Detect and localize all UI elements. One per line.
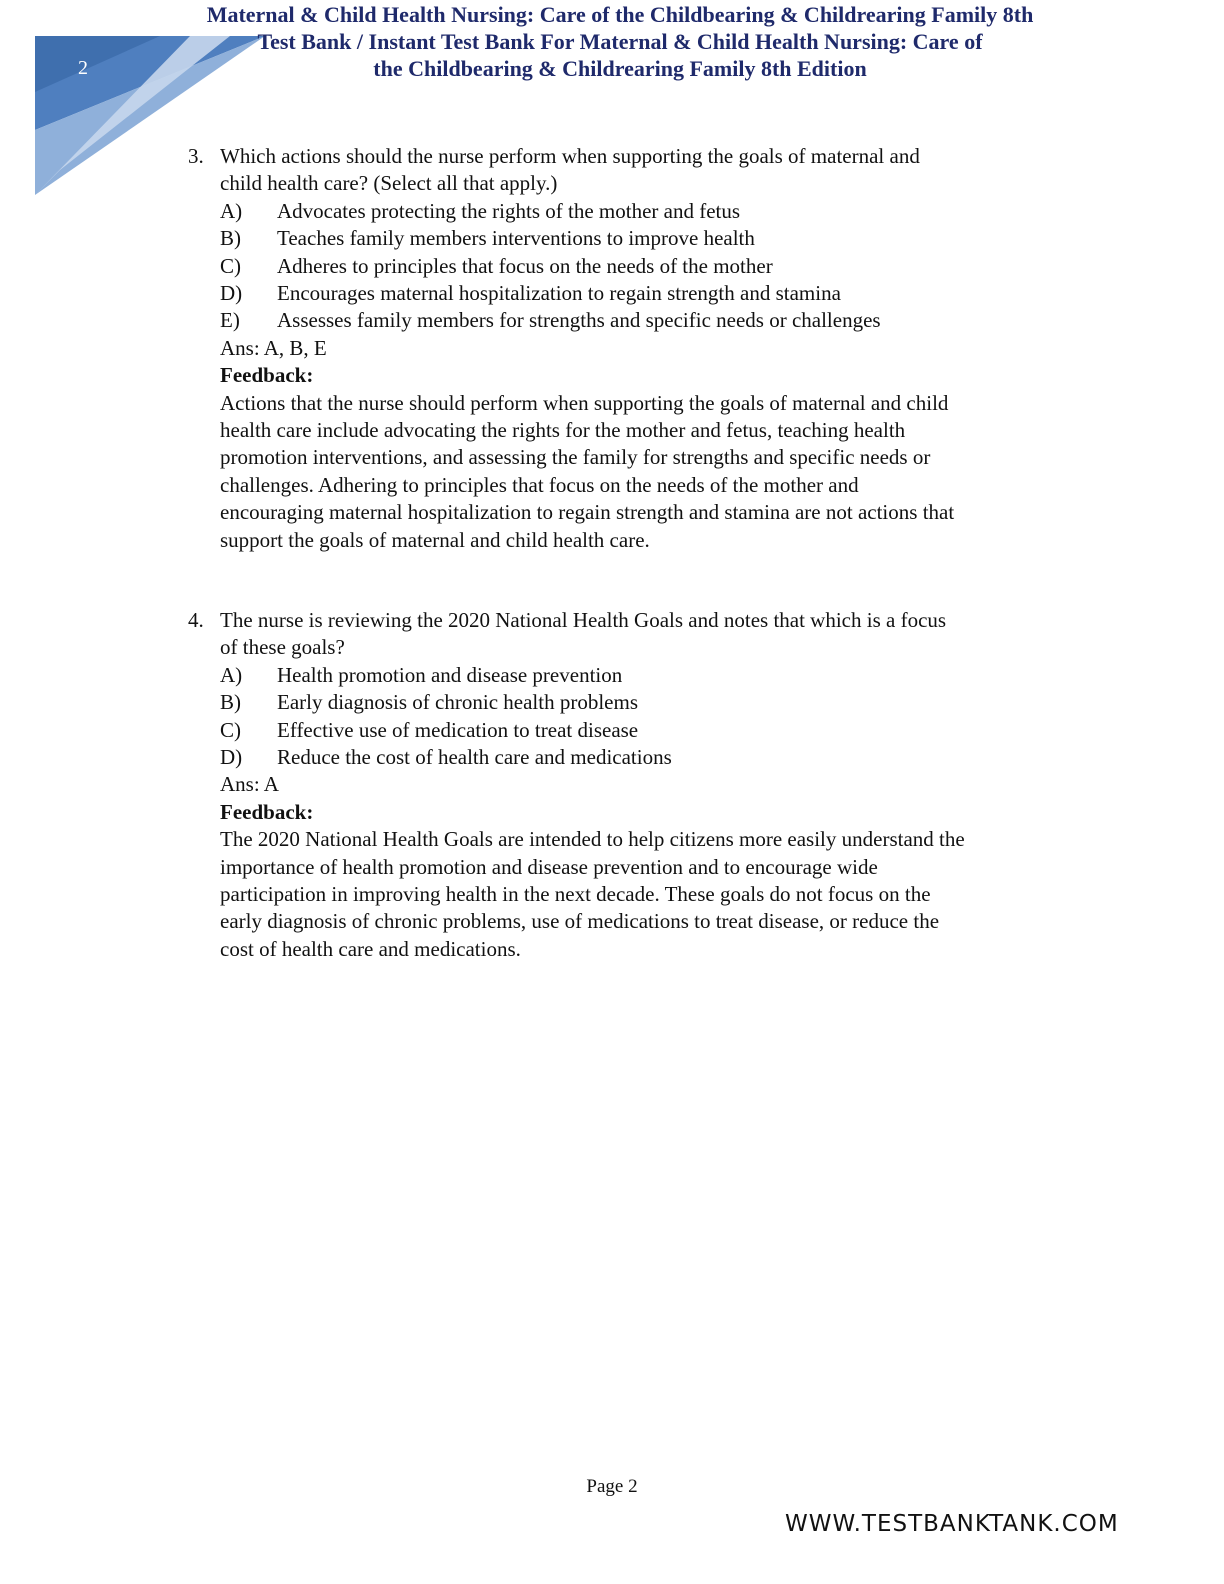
header-title-line1: Maternal & Child Health Nursing: Care of the Childbearing & Childrearing Family 8th [206,2,1034,27]
stem-line: The nurse is reviewing the 2020 National Health Goals and notes that which is a focus [220,608,947,632]
feedback-line: early diagnosis of chronic problems, use of medications to treat disease, or reduce the [220,909,940,934]
header-title-line2: Test Bank / Instant Test Bank For Maternal & Child Health Nursing: Care of [257,29,983,54]
option-d [220,744,1088,771]
answer-options [220,198,1088,335]
option-d [220,280,1088,307]
option-letter: B) [220,226,241,251]
answer-key: Ans: A [220,772,279,797]
option-b [220,225,1088,252]
feedback-line: health care include advocating the rights for the mother and fetus, teaching health [220,418,906,443]
option-text: Effective use of medication to treat disease [277,717,639,742]
stem-line: child health care? (Select all that apply.) [220,171,558,196]
option-text: Assesses family members for strengths and specific needs or challenges [277,308,881,333]
question-3 [188,143,1088,554]
question-number: 3. [188,144,204,168]
feedback-label: Feedback: [220,363,314,388]
stem-line: of these goals? [220,635,345,660]
option-text: Reduce the cost of health care and medications [277,745,672,770]
option-letter: E) [220,308,240,333]
question-stem [188,143,1088,198]
option-c [220,253,1088,280]
website-watermark: WWW.TESTBANKTANK.COM [785,1511,1119,1537]
option-text: Teaches family members interventions to improve health [277,226,755,251]
option-b [220,689,1088,716]
feedback-label: Feedback: [220,799,314,824]
option-a [220,662,1088,689]
option-c [220,717,1088,744]
feedback-line: encouraging maternal hospitalization to regain strength and stamina are not actions that [220,500,955,525]
feedback-line: challenges. Adhering to principles that focus on the needs of the mother and [220,472,859,497]
feedback-line: The 2020 National Health Goals are intended to help citizens more easily understand the [220,827,965,852]
option-a [220,198,1088,225]
corner-page-number: 2 [78,57,88,79]
option-letter: A) [220,198,243,223]
question-4 [188,607,1088,963]
option-letter: C) [220,717,241,742]
option-text: Adheres to principles that focus on the needs of the mother [277,253,773,278]
option-text: Advocates protecting the rights of the mother and fetus [277,198,741,223]
answer-options [220,662,1088,772]
option-letter: D) [220,281,243,306]
feedback-line: Actions that the nurse should perform when supporting the goals of maternal and child [220,390,949,415]
option-e [220,307,1088,334]
feedback-line: support the goals of maternal and child health care. [220,527,650,552]
feedback-line: participation in improving health in the next decade. These goals do not focus on the [220,882,931,907]
answer-key: Ans: A, B, E [220,335,327,360]
feedback-text [220,390,1065,554]
question-number: 4. [188,608,204,632]
stem-line: Which actions should the nurse perform when supporting the goals of maternal and [220,144,920,168]
option-letter: B) [220,690,241,715]
header-title-line3: the Childbearing & Childrearing Family 8th Edition [373,56,867,81]
option-text: Early diagnosis of chronic health problems [277,690,638,715]
option-text: Health promotion and disease prevention [277,662,623,687]
option-text: Encourages maternal hospitalization to regain strength and stamina [277,281,841,306]
feedback-text [220,826,1065,963]
option-letter: C) [220,253,241,278]
option-letter: A) [220,662,243,687]
page-footer-number: Page 2 [586,1476,638,1497]
feedback-line: promotion interventions, and assessing the family for strengths and specific needs or [220,445,931,470]
option-letter: D) [220,745,243,770]
question-stem [188,607,1088,662]
feedback-line: cost of health care and medications. [220,936,521,961]
feedback-line: importance of health promotion and disease prevention and to encourage wide [220,854,878,879]
